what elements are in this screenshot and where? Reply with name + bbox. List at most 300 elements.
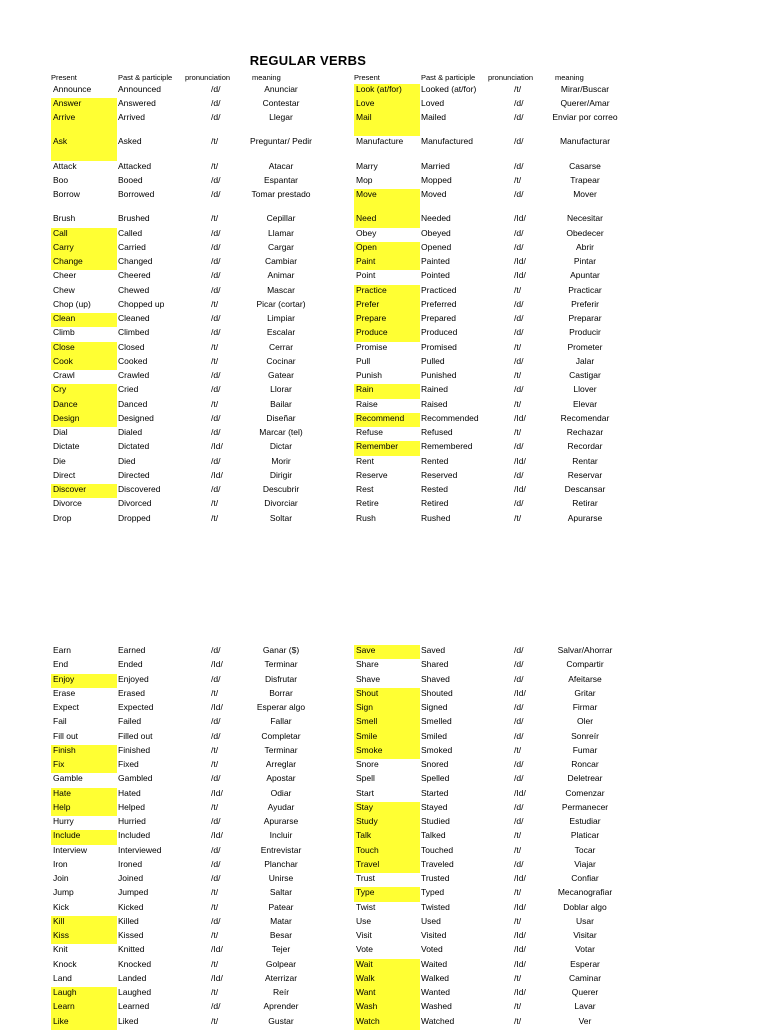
verb-pronunciation: /d/ (211, 716, 221, 727)
verb-present: Punish (356, 370, 382, 380)
verb-pronunciation: /t/ (211, 887, 219, 898)
verb-meaning: Rechazar (566, 427, 604, 437)
verb-present: Help (51, 802, 117, 816)
verb-meaning: Llover (573, 384, 597, 395)
verb-pronunciation: /t/ (211, 901, 219, 912)
verb-past: Crawled (118, 370, 150, 380)
verb-present: Open (354, 242, 420, 256)
verb-meaning: Cocinar (266, 355, 296, 366)
verb-past: Chopped up (118, 298, 165, 309)
verb-past: Shaved (421, 673, 450, 684)
verb-present: Fix (51, 759, 117, 773)
verb-meaning: Atacar (268, 160, 294, 171)
verb-present: Talk (354, 830, 420, 844)
verb-pronunciation: /Id/ (514, 901, 526, 912)
verb-past: Knitted (118, 944, 145, 955)
verb-present: Trust (356, 873, 376, 883)
verb-present: Travel (354, 859, 420, 873)
verb-present: Attack (53, 160, 77, 171)
verb-pronunciation: /t/ (514, 915, 522, 926)
verb-past: Expected (118, 702, 154, 712)
verb-past: Gambled (118, 773, 153, 784)
verb-pronunciation: /d/ (514, 816, 524, 826)
verb-meaning: Morir (271, 455, 291, 466)
verb-present: Mop (356, 174, 373, 185)
verb-present: Discover (51, 484, 117, 498)
verb-pronunciation: /d/ (211, 227, 221, 238)
verb-present: Die (53, 455, 66, 466)
verb-present: Reserve (356, 469, 388, 480)
verb-pronunciation: /d/ (211, 673, 221, 684)
verb-present: Dictate (53, 441, 80, 452)
verb-present: Like (51, 1016, 117, 1030)
verb-pronunciation: /Id/ (211, 830, 223, 841)
verb-meaning: Esperar algo (256, 702, 306, 712)
verb-past: Retired (421, 498, 449, 509)
verb-present: Rest (356, 484, 374, 494)
verb-pronunciation: /d/ (211, 112, 221, 122)
verb-meaning: Soltar (269, 512, 293, 523)
verb-present: Erase (53, 687, 76, 698)
verb-present: Drop (53, 512, 72, 523)
verb-past: Mailed (421, 112, 447, 122)
verb-present: Smile (354, 731, 420, 745)
verb-present: Enjoy (51, 674, 117, 688)
verb-meaning: Pintar (573, 256, 597, 266)
verb-meaning: Comenzar (565, 787, 605, 798)
verb-pronunciation: /t/ (211, 1015, 219, 1026)
verb-meaning: Fumar (572, 744, 598, 755)
verb-pronunciation: /Id/ (514, 412, 526, 423)
verb-present: Refuse (356, 427, 383, 437)
verb-meaning: Esperar (570, 958, 600, 969)
verb-past: Moved (421, 189, 447, 199)
verb-past: Hurried (118, 816, 146, 826)
header-pron-left: pronunciation (185, 73, 231, 82)
verb-pronunciation: /t/ (514, 972, 522, 983)
verb-pronunciation: /d/ (211, 256, 221, 266)
verb-past: Studied (421, 816, 450, 826)
verb-pronunciation: /t/ (211, 744, 219, 755)
verb-meaning: Rentar (572, 455, 598, 466)
verb-meaning: Apurarse (263, 816, 299, 826)
verb-past: Started (421, 787, 449, 798)
verb-meaning: Anunciar (264, 83, 298, 94)
verb-present: Shave (356, 673, 381, 684)
verb-past: Looked (at/for) (421, 83, 477, 94)
verb-meaning: Preparar (568, 313, 602, 323)
verb-pronunciation: /d/ (514, 659, 524, 670)
verb-meaning: Preguntar/ Pedir (250, 136, 312, 147)
verb-past: Cheered (118, 270, 151, 281)
verb-present: Rain (354, 384, 420, 398)
verb-past: Helped (118, 801, 145, 812)
verb-present: Hate (51, 788, 117, 802)
verb-meaning: Terminar (264, 659, 298, 670)
header-present-left: Present (51, 73, 77, 82)
verb-meaning: Patear (268, 901, 294, 912)
verb-present: Smell (354, 716, 420, 730)
verb-past: Shared (421, 659, 449, 670)
verb-present: Study (354, 816, 420, 830)
verb-pronunciation: /d/ (514, 773, 524, 784)
verb-pronunciation: /t/ (514, 427, 522, 437)
verb-present: Paint (354, 256, 420, 270)
verb-pronunciation: /d/ (211, 83, 221, 94)
verb-pronunciation: /d/ (514, 327, 524, 338)
verb-meaning: Escalar (266, 327, 296, 338)
verb-meaning: Fallar (270, 716, 292, 727)
verb-past: Carried (118, 241, 146, 252)
verb-present: Twist (356, 901, 376, 912)
verb-past: Cleaned (118, 313, 150, 323)
verb-meaning: Permanecer (561, 801, 609, 812)
verb-meaning: Bailar (270, 398, 292, 409)
verb-meaning: Sonreír (571, 730, 599, 741)
verb-meaning: Borrar (269, 687, 293, 698)
verb-present: Carry (51, 242, 117, 256)
verb-pronunciation: /d/ (211, 313, 221, 323)
verb-pronunciation: /d/ (514, 160, 524, 171)
verb-present: Smoke (354, 745, 420, 759)
verb-past: Manufactured (421, 136, 473, 147)
verb-meaning: Dictar (269, 441, 293, 452)
verb-present: Start (356, 787, 374, 798)
verb-past: Used (421, 915, 441, 926)
verb-past: Dialed (118, 427, 143, 437)
verb-pronunciation: /Id/ (514, 256, 526, 266)
verb-past: Interviewed (118, 844, 162, 855)
verb-past: Arrived (118, 112, 145, 122)
verb-meaning: Practicar (568, 284, 602, 295)
verb-past: Refused (421, 427, 453, 437)
verb-pronunciation: /d/ (211, 427, 221, 437)
verb-meaning: Limpiar (267, 313, 295, 323)
verb-present: Vote (356, 944, 374, 955)
verb-meaning: Incluir (269, 830, 293, 841)
verb-pronunciation: /d/ (211, 816, 221, 826)
verb-present: Practice (354, 285, 420, 299)
verb-meaning: Llegar (269, 112, 293, 122)
verb-past: Ironed (118, 858, 143, 869)
verb-pronunciation: /d/ (514, 313, 524, 323)
verb-present: Join (53, 873, 69, 883)
verb-present: Snore (356, 759, 379, 769)
verb-meaning: Deletrear (567, 773, 603, 784)
verb-past: Smoked (421, 744, 453, 755)
header-present-right: Present (354, 73, 380, 82)
verb-meaning: Golpear (265, 958, 297, 969)
verb-present: Gamble (53, 773, 83, 784)
verb-past: Enjoyed (118, 673, 149, 684)
verb-meaning: Apurarse (567, 512, 603, 523)
verb-meaning: Mecanografiar (557, 887, 613, 898)
verb-meaning: Necesitar (567, 213, 603, 224)
verb-past: Reserved (421, 469, 458, 480)
verb-pronunciation: /Id/ (514, 484, 526, 494)
header-pron-right: pronunciation (488, 73, 534, 82)
verb-meaning: Mirar/Buscar (560, 83, 610, 94)
verb-past: Needed (421, 213, 451, 224)
verb-present: Divorce (53, 498, 82, 509)
verb-past: Rushed (421, 512, 451, 523)
verb-meaning: Doblar algo (563, 901, 607, 912)
verb-pronunciation: /d/ (211, 873, 221, 883)
verb-present: Expect (53, 702, 79, 712)
verb-meaning: Ver (578, 1015, 592, 1026)
verb-meaning: Cambiar (264, 256, 298, 266)
verb-present: Kick (53, 901, 70, 912)
verb-past: Knocked (118, 958, 152, 969)
verb-past: Changed (118, 256, 153, 266)
verb-present: Raise (356, 398, 378, 409)
verb-pronunciation: /d/ (514, 702, 524, 712)
verb-pronunciation: /d/ (211, 174, 221, 185)
verb-past: Cooked (118, 355, 148, 366)
verb-pronunciation: /d/ (211, 327, 221, 338)
verb-past: Walked (421, 972, 450, 983)
verb-pronunciation: /t/ (211, 498, 219, 509)
verb-past: Learned (118, 1001, 150, 1012)
verb-past: Ended (118, 659, 143, 670)
verb-pronunciation: /t/ (514, 1001, 522, 1012)
verb-present: Spell (356, 773, 375, 784)
verb-meaning: Matar (270, 915, 292, 926)
verb-meaning: Viajar (574, 858, 596, 869)
verb-past: Signed (421, 702, 448, 712)
verb-meaning: Preferir (571, 298, 599, 309)
verb-past: Included (118, 830, 151, 841)
verb-meaning: Platicar (570, 830, 600, 841)
verb-present: Iron (53, 858, 68, 869)
verb-present: Wash (354, 1001, 420, 1015)
verb-pronunciation: /t/ (211, 930, 219, 940)
verb-pronunciation: /d/ (211, 730, 221, 741)
header-past-left: Past & participle (118, 73, 173, 82)
verb-present: Cry (51, 384, 117, 398)
verb-meaning: Tomar prestado (251, 189, 311, 199)
verb-past: Rested (421, 484, 448, 494)
verb-pronunciation: /d/ (514, 730, 524, 741)
verb-pronunciation: /Id/ (211, 972, 223, 983)
verb-present: Marry (356, 160, 378, 171)
verb-past: Brushed (118, 213, 150, 224)
verb-meaning: Gritar (574, 687, 596, 698)
verb-past: Died (118, 455, 136, 466)
verb-past: Talked (421, 830, 446, 841)
verb-meaning: Recordar (567, 441, 603, 452)
verb-pronunciation: /d/ (211, 270, 221, 281)
verb-meaning: Oler (576, 716, 594, 727)
verb-meaning: Descansar (564, 484, 606, 494)
verb-pronunciation: /Id/ (211, 659, 223, 670)
verb-past: Climbed (118, 327, 150, 338)
verb-pronunciation: /d/ (211, 858, 221, 869)
verb-pronunciation: /t/ (514, 512, 522, 523)
verb-meaning: Gustar (268, 1015, 294, 1026)
verb-pronunciation: /d/ (211, 645, 221, 655)
verb-pronunciation: /d/ (211, 97, 221, 108)
verb-present: Touch (354, 845, 420, 859)
verb-past: Dropped (118, 512, 151, 523)
verb-pronunciation: /d/ (211, 1001, 221, 1012)
verb-past: Answered (118, 97, 156, 108)
verb-pronunciation: /Id/ (514, 787, 526, 798)
verb-past: Divorced (118, 498, 152, 509)
verb-present: Hurry (53, 816, 74, 826)
verb-past: Prepared (421, 313, 456, 323)
verb-present: Need (354, 213, 420, 227)
verb-meaning: Estudiar (569, 816, 601, 826)
verb-past: Rained (421, 384, 448, 395)
verb-pronunciation: /Id/ (211, 469, 223, 480)
verb-pronunciation: /t/ (211, 958, 219, 969)
verb-pronunciation: /Id/ (211, 944, 223, 955)
verb-pronunciation: /d/ (514, 384, 524, 395)
verb-meaning: Dirigir (269, 469, 293, 480)
verb-past: Remembered (421, 441, 473, 452)
verb-present: Prepare (354, 313, 420, 327)
verb-pronunciation: /t/ (211, 136, 219, 147)
verb-past: Directed (118, 469, 150, 480)
verb-meaning: Elevar (572, 398, 598, 409)
verb-past: Typed (421, 887, 445, 898)
verb-past: Stayed (421, 801, 448, 812)
verb-meaning: Ganar ($) (262, 645, 300, 655)
verb-pronunciation: /Id/ (211, 441, 223, 452)
verb-meaning: Retirar (572, 498, 598, 509)
verb-past: Designed (118, 412, 154, 423)
verb-past: Recommended (421, 412, 479, 423)
verb-past: Visited (421, 930, 447, 940)
verb-present: Climb (53, 327, 75, 338)
verb-past: Voted (421, 944, 443, 955)
verb-present: Cook (51, 356, 117, 370)
verb-pronunciation: /Id/ (514, 687, 526, 698)
verb-pronunciation: /t/ (514, 341, 522, 352)
verb-pronunciation: /d/ (514, 858, 524, 869)
verb-pronunciation: /d/ (514, 136, 524, 147)
verb-pronunciation: /Id/ (211, 787, 223, 798)
verb-past: Practiced (421, 284, 457, 295)
verb-meaning: Visitar (573, 930, 597, 940)
verb-present: Love (354, 98, 420, 112)
verb-meaning: Picar (cortar) (256, 298, 306, 309)
verb-meaning: Castigar (569, 370, 601, 380)
verb-pronunciation: /Id/ (514, 987, 526, 997)
verb-present: Shout (354, 688, 420, 702)
verb-meaning: Salvar/Ahorrar (557, 645, 613, 655)
verb-pronunciation: /t/ (514, 1015, 522, 1026)
verb-present: Fill out (53, 730, 79, 741)
verb-meaning: Gatear (268, 370, 294, 380)
verb-past: Painted (421, 256, 450, 266)
verb-meaning: Jalar (575, 355, 595, 366)
verb-meaning: Odiar (270, 787, 292, 798)
verb-meaning: Contestar (262, 97, 300, 108)
verb-past: Spelled (421, 773, 450, 784)
verb-meaning: Saltar (269, 887, 293, 898)
verb-pronunciation: /t/ (514, 174, 522, 185)
verb-past: Punished (421, 370, 457, 380)
verb-pronunciation: /t/ (211, 759, 219, 769)
verb-present: Borrow (53, 189, 80, 199)
verb-present: Kill (51, 916, 117, 930)
verb-present: Answer (51, 98, 117, 112)
verb-present: Dial (53, 427, 68, 437)
verb-meaning: Espantar (263, 174, 299, 185)
verb-present: Arrive (51, 112, 117, 136)
verb-present: Kiss (51, 930, 117, 944)
verb-pronunciation: /t/ (211, 298, 219, 309)
verb-present: Change (51, 256, 117, 270)
verb-meaning: Arreglar (265, 759, 297, 769)
verb-meaning: Tocar (574, 844, 596, 855)
verb-past: Mopped (421, 174, 452, 185)
verb-meaning: Mascar (267, 284, 295, 295)
verb-past: Waited (421, 958, 448, 969)
verb-present: Finish (51, 745, 117, 759)
verb-past: Killed (118, 915, 139, 926)
verb-meaning: Marcar (tel) (259, 427, 303, 437)
verb-past: Filled out (118, 730, 153, 741)
verb-present: Chew (53, 284, 75, 295)
verb-present: Pull (356, 355, 371, 366)
verb-past: Danced (118, 398, 148, 409)
verb-past: Smelled (421, 716, 452, 727)
verb-pronunciation: /t/ (211, 160, 219, 171)
verb-past: Chewed (118, 284, 150, 295)
verb-past: Fixed (118, 759, 139, 769)
verb-past: Trusted (421, 873, 450, 883)
verb-present: Rent (356, 455, 374, 466)
verb-pronunciation: /Id/ (514, 958, 526, 969)
verb-pronunciation: /d/ (211, 455, 221, 466)
verb-past: Touched (421, 844, 454, 855)
verb-pronunciation: /t/ (514, 887, 522, 898)
verb-pronunciation: /d/ (514, 716, 524, 727)
verb-present: Brush (53, 213, 76, 224)
verb-past: Washed (421, 1001, 452, 1012)
verb-meaning: Usar (576, 915, 594, 926)
verb-meaning: Afeitarse (568, 673, 602, 684)
verb-pronunciation: /d/ (211, 384, 221, 395)
verb-pronunciation: /t/ (514, 370, 522, 380)
verb-meaning: Besar (269, 930, 293, 940)
verb-present: Recommend (354, 413, 420, 427)
verb-present: End (53, 659, 69, 670)
verb-pronunciation: /Id/ (514, 455, 526, 466)
verb-pronunciation: /Id/ (514, 213, 526, 224)
verb-present: Announce (53, 83, 92, 94)
verb-present: Point (356, 270, 376, 281)
verb-pronunciation: /t/ (211, 512, 219, 523)
verb-present: Type (354, 887, 420, 901)
verb-past: Promised (421, 341, 457, 352)
verb-pronunciation: /t/ (211, 213, 219, 224)
verb-past: Pointed (421, 270, 450, 281)
verb-pronunciation: /d/ (211, 844, 221, 855)
verb-present: Clean (51, 313, 117, 327)
verb-past: Attacked (118, 160, 152, 171)
verb-pronunciation: /Id/ (514, 270, 526, 281)
verb-past: Cried (118, 384, 139, 395)
verb-pronunciation: /d/ (211, 241, 221, 252)
verb-pronunciation: /d/ (514, 801, 524, 812)
verb-past: Produced (421, 327, 458, 338)
verb-present: Prefer (354, 299, 420, 313)
verb-present: Laugh (51, 987, 117, 1001)
